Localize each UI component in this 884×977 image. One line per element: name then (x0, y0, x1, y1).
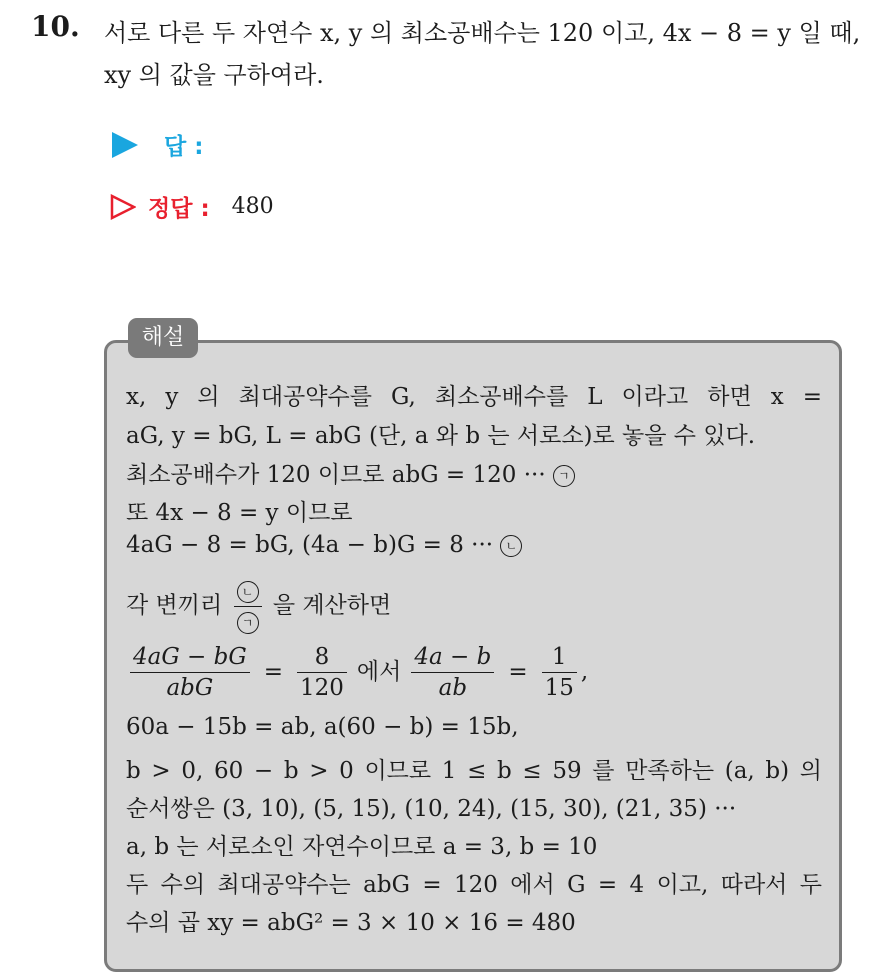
solution-line-10: 순서쌍은 (3, 10), (5, 15), (10, 24), (15, 30), (21, 35) ··· (126, 796, 737, 822)
solution-line-8: 60a − 15b = ab, a(60 − b) = 15b, (126, 714, 519, 740)
fraction-3-numerator: 4a − b (414, 644, 492, 670)
solution-line-7 (126, 644, 588, 701)
circled-nieun-icon: ㄴ (237, 581, 259, 603)
fraction-4-denominator: 15 (544, 675, 574, 701)
fraction-2 (297, 644, 347, 701)
solution-tag: 해설 (128, 318, 198, 358)
play-triangle-icon (112, 132, 138, 158)
solution-line-7-tail: , (580, 658, 589, 685)
fraction-1 (130, 644, 250, 701)
question-number: 10. (31, 10, 80, 43)
solution-line-2: aG, y = bG, L = abG (단, a 와 b 는 서로소)로 놓을 수 있다. (126, 423, 756, 449)
solution-line-3 (126, 456, 575, 489)
question-line-1: 서로 다른 두 자연수 x, y 의 최소공배수는 120 이고, 4x − 8 = y 일 때, (104, 19, 861, 47)
outline-triangle-icon (110, 194, 136, 220)
fraction-3 (411, 644, 494, 701)
correct-answer-label: 정답 : (148, 196, 210, 222)
solution-line-6-text-b: 을 계산하면 (272, 592, 392, 619)
fraction-4-numerator: 1 (551, 644, 567, 670)
circled-giyeok-icon: ㄱ (553, 465, 575, 487)
circled-fraction (234, 578, 262, 635)
fraction-2-numerator: 8 (314, 644, 330, 670)
circled-nieun-icon: ㄴ (500, 535, 522, 557)
solution-line-6-text-a: 각 변끼리 (126, 592, 223, 619)
solution-line-7-mid-text: 에서 (356, 658, 402, 685)
solution-line-6 (126, 578, 391, 635)
fraction-1-denominator: abG (166, 675, 214, 701)
solution-line-9: b > 0, 60 − b > 0 이므로 1 ≤ b ≤ 59 를 만족하는 (a, b) 의 (126, 758, 822, 784)
equals-sign: = (263, 658, 283, 685)
answer-label: 답 : (164, 134, 204, 160)
solution-line-13: 수의 곱 xy = abG² = 3 × 10 × 16 = 480 (126, 910, 576, 936)
fraction-1-numerator: 4aG − bG (133, 644, 247, 670)
fraction-3-denominator: ab (438, 675, 468, 701)
solution-line-5 (126, 532, 522, 558)
question-line-2: xy 의 값을 구하여라. (104, 61, 324, 89)
solution-line-4: 또 4x − 8 = y 이므로 (126, 500, 353, 526)
solution-line-11: a, b 는 서로소인 자연수이므로 a = 3, b = 10 (126, 834, 598, 860)
equals-sign: = (508, 658, 528, 685)
question-text (104, 12, 874, 96)
solution-line-12: 두 수의 최대공약수는 abG = 120 에서 G = 4 이고, 따라서 두 (126, 872, 822, 898)
correct-answer-row (110, 190, 274, 223)
solution-line-1: x, y 의 최대공약수를 G, 최소공배수를 L 이라고 하면 x = (126, 384, 822, 410)
solution-line-3-text: 최소공배수가 120 이므로 abG = 120 ··· (126, 462, 553, 488)
solution-line-5-text: 4aG − 8 = bG, (4a − b)G = 8 ··· (126, 532, 501, 558)
correct-answer-value: 480 (231, 194, 274, 219)
fraction-2-denominator: 120 (300, 675, 344, 701)
answer-row (110, 128, 203, 161)
circled-giyeok-icon: ㄱ (237, 612, 259, 634)
fraction-4 (542, 644, 577, 701)
